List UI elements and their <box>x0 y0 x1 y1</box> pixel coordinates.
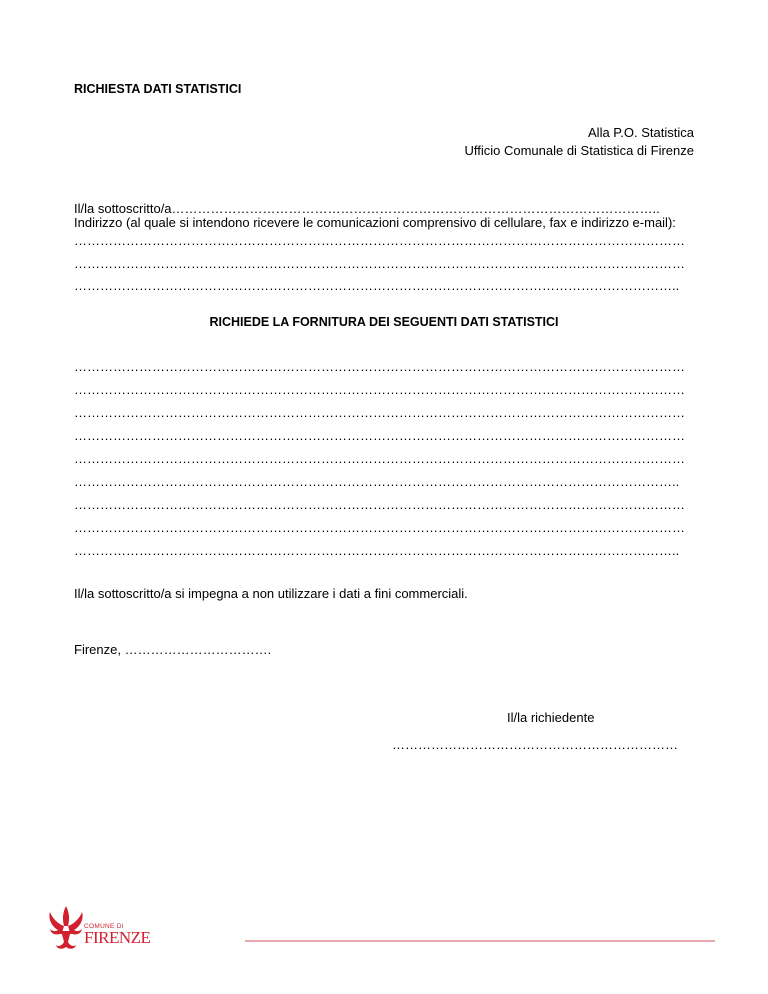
place-date-field[interactable]: Firenze, ……………………………. <box>74 642 272 657</box>
address-field-line-3[interactable]: ………………………………………………………………………………………………………………………….. <box>74 278 680 293</box>
data-field-line-7[interactable]: …………………………………………………………………………………………………………………………… <box>74 497 685 512</box>
addressee-block <box>464 124 694 160</box>
addressee-line-1: Alla P.O. Statistica <box>588 125 694 140</box>
data-field-line-2[interactable]: …………………………………………………………………………………………………………………………… <box>74 382 685 397</box>
data-field-line-3[interactable]: …………………………………………………………………………………………………………………………… <box>74 405 685 420</box>
section-title: RICHIEDE LA FORNITURA DEI SEGUENTI DATI STATISTICI <box>209 315 559 329</box>
data-field-line-6[interactable]: ………………………………………………………………………………………………………………………….. <box>74 474 680 489</box>
signature-field-line[interactable]: ………………………………………………………… <box>392 737 678 752</box>
logo-small-text: COMUNE DI <box>84 923 124 930</box>
data-field-line-9[interactable]: ………………………………………………………………………………………………………………………….. <box>74 543 680 558</box>
document-title: RICHIESTA DATI STATISTICI <box>74 82 242 96</box>
signature-label: Il/la richiedente <box>507 710 595 725</box>
address-field-line-1[interactable]: …………………………………………………………………………………………………………………………… <box>74 233 685 248</box>
data-field-line-4[interactable]: …………………………………………………………………………………………………………………………… <box>74 428 685 443</box>
logo-big-text: FIRENZE <box>84 928 151 947</box>
comune-di-firenze-logo <box>46 904 176 954</box>
commitment-statement: Il/la sottoscritto/a si impegna a non utilizzare i dati a fini commerciali. <box>74 586 468 601</box>
address-field-line-2[interactable]: …………………………………………………………………………………………………………………………… <box>74 256 685 271</box>
data-field-line-5[interactable]: …………………………………………………………………………………………………………………………… <box>74 451 685 466</box>
address-label: Indirizzo (al quale si intendono ricevere le comunicazioni comprensivo di cellulare, fax e indirizzo e-mail): <box>74 215 676 230</box>
footer-divider <box>245 940 715 942</box>
data-field-line-8[interactable]: …………………………………………………………………………………………………………………………… <box>74 520 685 535</box>
name-field-line[interactable]: Il/la sottoscritto/a………………………………………………………………………………………………….. <box>74 201 660 216</box>
data-field-line-1[interactable]: …………………………………………………………………………………………………………………………… <box>74 359 685 374</box>
giglio-fleur-de-lis-icon <box>46 904 86 952</box>
addressee-line-2: Ufficio Comunale di Statistica di Firenze <box>464 143 694 158</box>
